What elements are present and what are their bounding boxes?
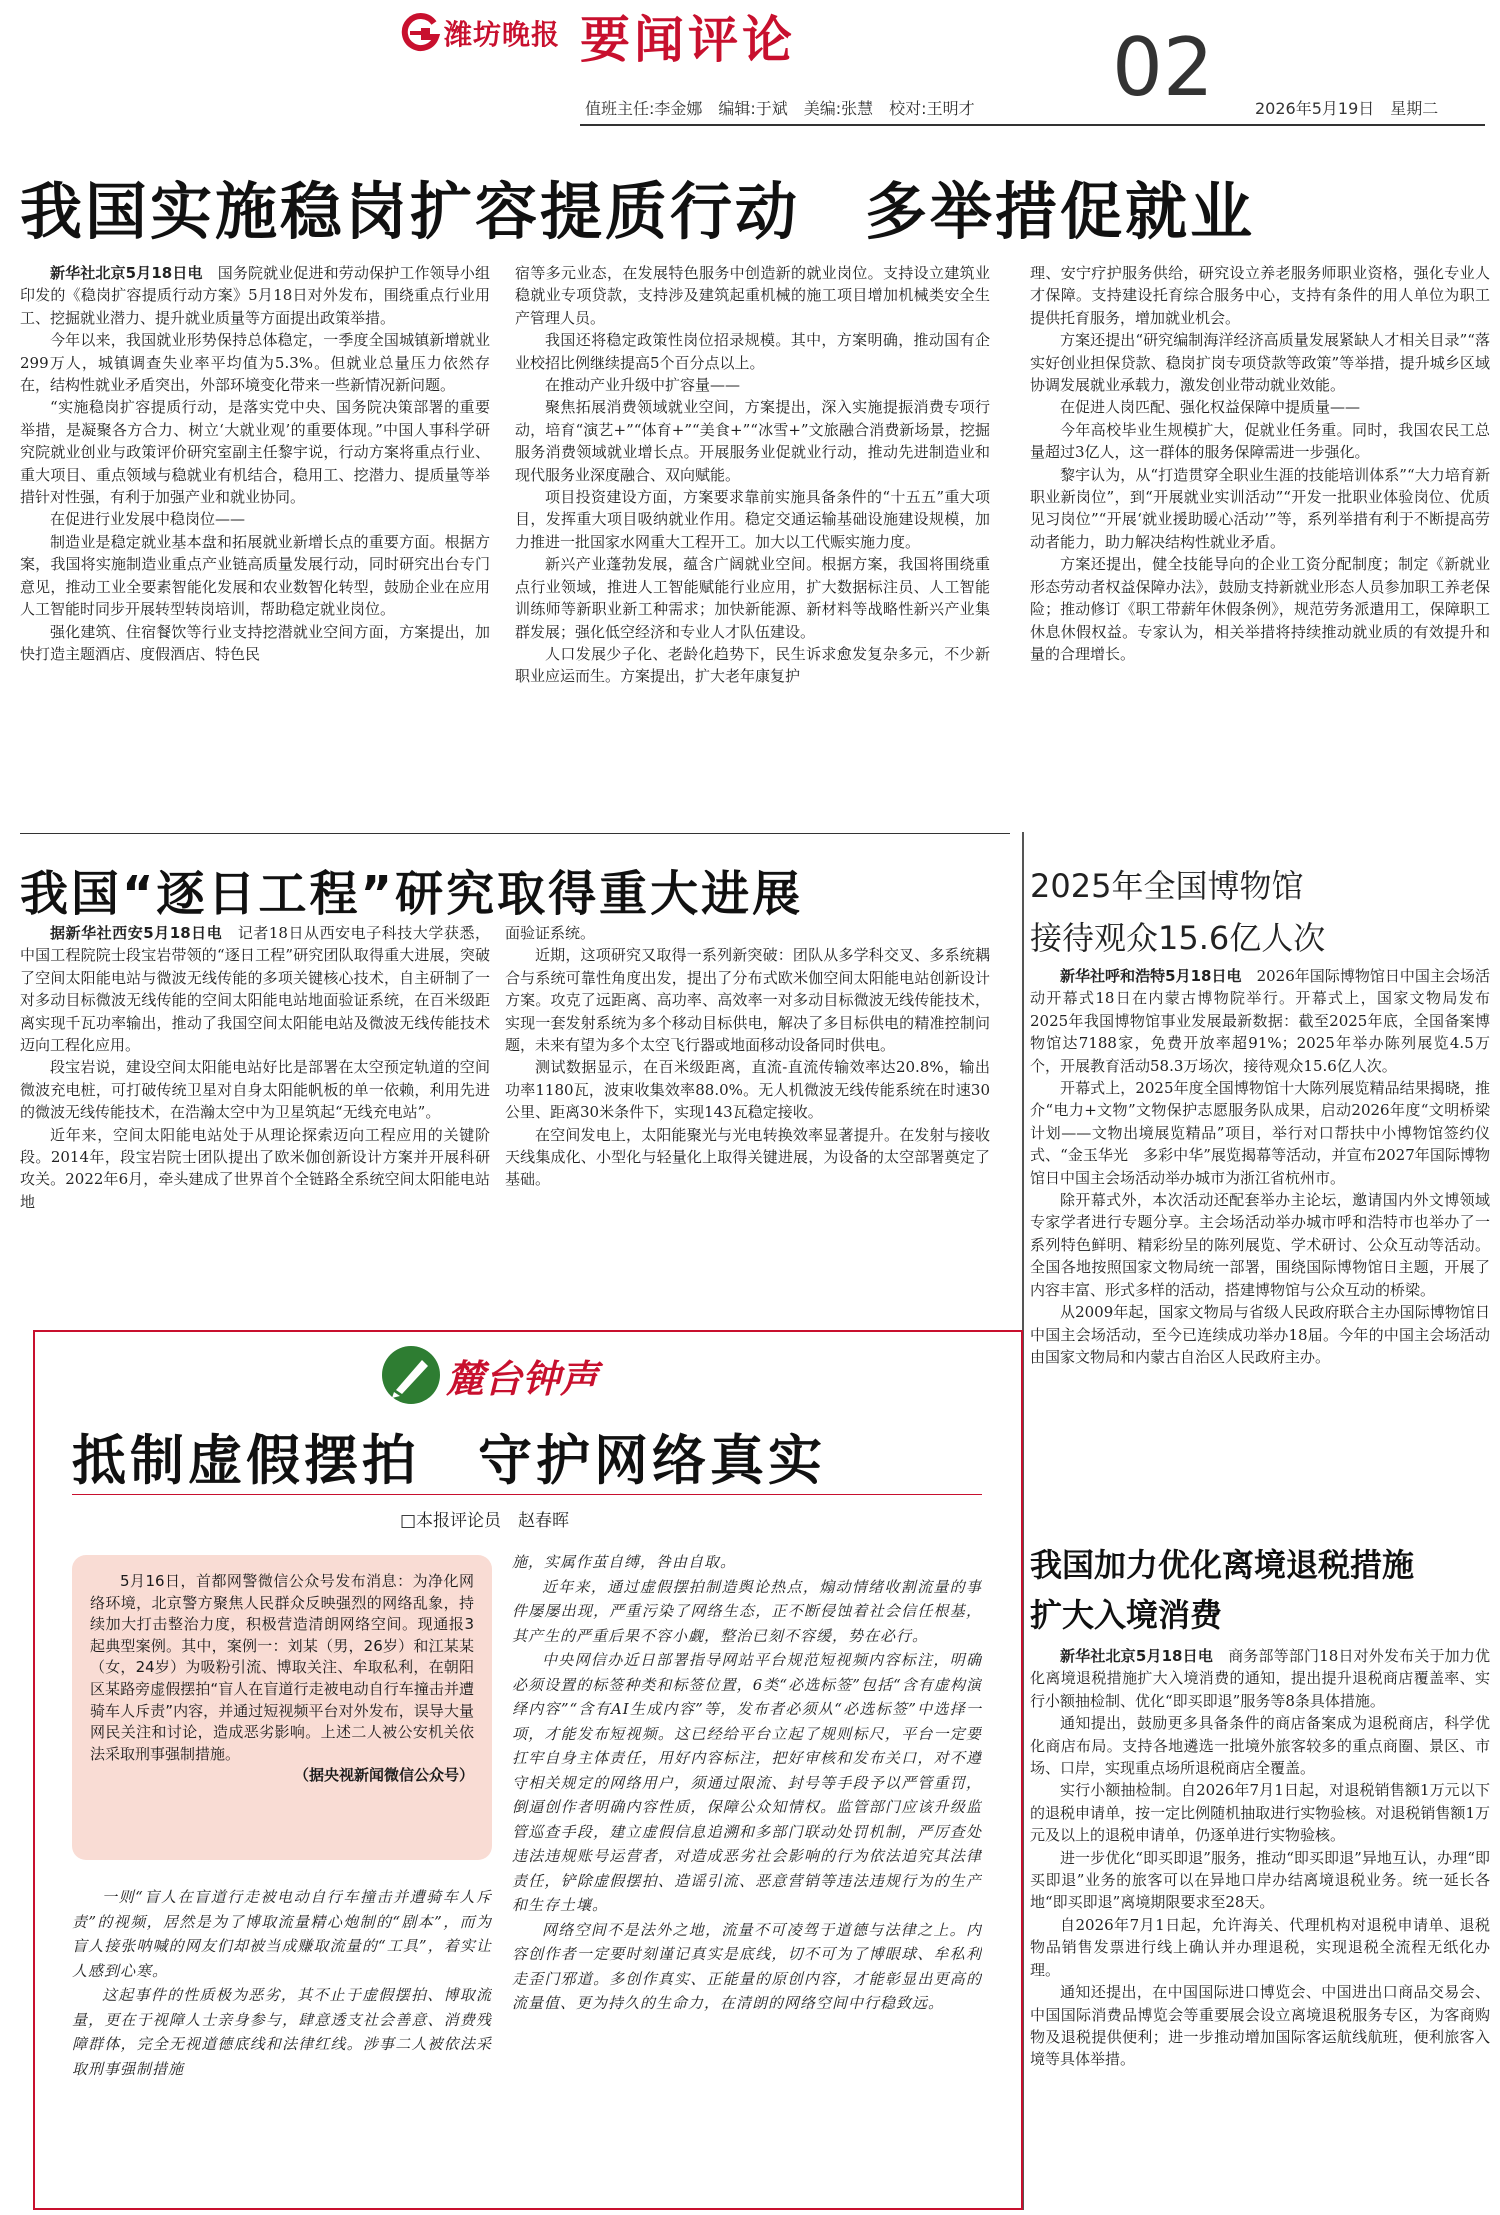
- story3-headline: 2025年全国博物馆 接待观众15.6亿人次: [1030, 867, 1326, 957]
- newspaper-emblem-icon: [400, 13, 440, 53]
- story4-body: 新华社北京5月18日电 商务部等部门18日对外发布关于加力优化离境退税措施扩大入境消费的通知，提出提升退税商店覆盖率、实行小额抽检制、优化“即买即退”服务等8条具体措施。 通知提出，鼓励更多具备条件的商店备案成为退税商店，科学优化商店布局。支持各地遴选一批境外旅客较多的重点商圈、景区、市场、口岸，实现重点场所退税商店全覆盖。 实行小额抽检制。自2026年7月1日起，对退税销售额1万元以下的退税申请单，按一定比例随机抽取进行实物验核。对退税销售额1万元及以上的退税申请单，仍逐单进行实物验核。 进一步优化“即买即退”服务，推动“即买即退”异地互认，办理“即买即退”业务的旅客可以在异地口岸办结离境退税业务。统一延长各地“即买即退”离境期限要求至28天。 自2026年7月1日起，允许海关、代理机构对退税申请单、退税物品销售发票进行线上确认并办理退税，实现退税全流程无纸化办理。 通知还提出，在中国国际进口博览会、中国进出口商品交易会、中国国际消费品博览会等重要展会设立离境退税服务专区，为客商购物及退税提供便利；进一步推动增加国际客运航线航班，便利旅客入境等具体举措。: [1030, 1647, 1490, 2069]
- excerpt-source: （据央视新闻微信公众号）: [293, 1766, 474, 1785]
- commentary-byline: □本报评论员 赵春晖: [400, 1511, 570, 1531]
- story1-column-1: 新华社北京5月18日电 国务院就业促进和劳动保护工作领导小组印发的《稳岗扩容提质行动方案》5月18日对外发布，围绕重点行业用工、挖掘就业潜力、提升就业质量等方面提出政策举措。 今年以来，我国就业形势保持总体稳定，一季度全国城镇新增就业299万人，城镇调查失业率平均值为5.3%。但就业总量压力依然存在，结构性就业矛盾突出，外部环境变化带来一些新情况新问题。 “实施稳岗扩容提质行动，是落实党中央、国务院决策部署的重要举措，是凝聚各方合力、树立‘大就业观’的重要体现。”中国人事科学研究院就业创业与政策评价研究室副主任黎宇说，行动方案将重点行业、重大项目、重点领域与稳就业有机结合，稳用工、挖潜力、提质量等举措针对性强，有利于加强产业和就业协同。 在促进行业发展中稳岗位—— 制造业是稳定就业基本盘和拓展就业新增长点的重要方面。根据方案，我国将实施制造业重点产业链高质量发展行动，同时研究出台专门意见，推动工业全要素智能化发展和农业数智化转型，鼓励企业在应用人工智能时同步开展转型转岗培训，帮助稳定就业岗位。 强化建筑、住宿餐饮等行业支持挖潜就业空间方面，方案提出，加快打造主题酒店、度假酒店、特色民: [20, 264, 490, 663]
- story2-lead: 据新华社西安5月18日电: [50, 924, 223, 942]
- story2-column-1: 据新华社西安5月18日电 记者18日从西安电子科技大学获悉，中国工程院院士段宝岩带领的“逐日工程”研究团队取得重大进展，突破了空间太阳能电站与微波无线传能的多项关键核心技术，自主研制了一对多动目标微波无线传能的空间太阳能电站地面验证系统，在百米级距离实现千瓦功率输出，推动了我国空间太阳能电站及微波无线传能技术迈向工程化应用。 段宝岩说，建设空间太阳能电站好比是部署在太空预定轨道的空间微波充电桩，可打破传统卫星对自身太阳能帆板的单一依赖，利用先进的微波无线传能技术，在浩瀚太空中为卫星筑起“无线充电站”。 近年来，空间太阳能电站处于从理论探索迈向工程应用的关键阶段。2014年，段宝岩院士团队提出了欧米伽创新设计方案并开展科研攻关。2022年6月，牵头建成了世界首个全链路全系统空间太阳能电站地: [20, 924, 490, 1211]
- page-number: 02: [1112, 21, 1214, 114]
- masthead-rule: [580, 124, 1485, 126]
- commentary-headline: 抵制虚假摆拍 守护网络真实: [72, 1429, 826, 1492]
- commentary-left-body: 一则“盲人在盲道行走被电动自行车撞击并遭骑车人斥责”的视频，居然是为了博取流量精心炮制的“剧本”，而为盲人接张呐喊的网友们却被当成赚取流量的“工具”，着实让人感到心寒。 这起事件的性质极为恶劣，其不止于虚假摆拍、博取流量，更在于视障人士亲身参与，肆意透支社会善意、消费残障群体，完全无视道德底线和法律红线。涉事二人被依法采取刑事强制措施: [72, 1888, 492, 2078]
- story3-lead: 新华社呼和浩特5月18日电: [1060, 967, 1242, 985]
- commentary-column-name: 麓台钟声: [446, 1356, 599, 1401]
- story1-headline: 我国实施稳岗扩容提质行动 多举措促就业: [20, 175, 1256, 248]
- newspaper-name: 潍坊晚报: [444, 18, 561, 51]
- news-excerpt-box: 5月16日，首都网警微信公众号发布消息：为净化网络环境，北京警方聚焦人民群众反映强烈的网络乱象，持续加大打击整治力度，积极营造清朗网络空间。现通报3起典型案例。其中，案例一：刘某（男，26岁）和江某某（女，24岁）为吸粉引流、博取关注、牟取私利，在朝阳区某路旁虚假摆拍“盲人在盲道行走被电动自行车撞击并遭骑车人斥责”内容，并通过短视频平台对外发布，误导大量网民关注和讨论，造成恶劣影响。上述二人被公安机关依法采取刑事强制措施。 （据央视新闻微信公众号）: [72, 1555, 492, 1860]
- newspaper-logo: [400, 8, 568, 58]
- story2-column-2: 面验证系统。 近期，这项研究又取得一系列新突破：团队从多学科交叉、多系统耦合与系统可靠性角度出发，提出了分布式欧米伽空间太阳能电站创新设计方案。攻克了远距离、高功率、高效率一对多动目标微波无线传能技术，实现一套发射系统为多个移动目标供电，解决了多目标供电的精准控制问题，未来有望为多个太空飞行器或地面移动设备同时供电。 测试数据显示，在百米级距离，直流-直流传输效率达20.8%，输出功率1180瓦，波束收集效率88.0%。无人机微波无线传能系统在时速30公里、距离30米条件下，实现143瓦稳定接收。 在空间发电上，太阳能聚光与光电转换效率显著提升。在发射与接收天线集成化、小型化与轻量化上取得关键进展，为设备的太空部署奠定了基础。: [505, 924, 990, 1189]
- story1-lead: 新华社北京5月18日电: [50, 264, 203, 282]
- story2-headline: 我国“逐日工程”研究取得重大进展: [20, 866, 804, 922]
- story4-headline: 我国加力优化离境退税措施 扩大入境消费: [1030, 1546, 1415, 1634]
- story1-divider: [20, 833, 1010, 834]
- story1-column-2: 宿等多元业态，在发展特色服务中创造新的就业岗位。支持设立建筑业稳就业专项贷款，支持涉及建筑起重机械的施工项目增加机械类安全生产管理人员。 我国还将稳定政策性岗位招录规模。其中，方案明确，推动国有企业校招比例继续提高5个百分点以上。 在推动产业升级中扩容量—— 聚焦拓展消费领域就业空间，方案提出，深入实施提振消费专项行动，培育“演艺+”“体育+”“美食+”“冰雪+”文旅融合消费新场景，挖掘服务消费领域就业增长点。开展服务业促就业行动，推动先进制造业和现代服务业深度融合、双向赋能。 项目投资建设方面，方案要求靠前实施具备条件的“十五五”重大项目，发挥重大项目吸纳就业作用。稳定交通运输基础设施建设规模，加力推进一批国家水网重大工程开工。加大以工代赈实施力度。 新兴产业蓬勃发展，蕴含广阔就业空间。根据方案，我国将围绕重点行业领域，推进人工智能赋能行业应用，扩大数据标注员、人工智能训练师等新职业新工种需求；加快新能源、新材料等战略性新兴产业集群发展；强化低空经济和专业人才队伍建设。 人口发展少子化、老龄化趋势下，民生诉求愈发复杂多元，不少新职业应运而生。方案提出，扩大老年康复护: [515, 264, 990, 686]
- issue-date: 2026年5月19日 星期二: [1255, 99, 1439, 118]
- section-title: 要闻评论: [580, 11, 796, 69]
- commentary-divider: [72, 1494, 982, 1495]
- commentary-right-body: 施，实属作茧自缚，咎由自取。 近年来，通过虚假摆拍制造舆论热点，煽动情绪收割流量的事件屡屡出现，严重污染了网络生态，正不断侵蚀着社会信任根基，其产生的严重后果不容小觑，整治已刻不容缓，势在必行。 中央网信办近日部署指导网站平台规范短视频内容标注，明确必须设置的标签种类和标签位置，6类“必选标签”包括“含有虚构演绎内容”“含有AI生成内容”等，发布者必须从“必选标签”中选择一项，才能发布短视频。这已经给平台立起了规则标尺，平台一定要扛牢自身主体责任，用好内容标注，把好审核和发布关口，对不遵守相关规定的网络用户，须通过限流、封号等手段予以严管重罚，倒逼创作者明确内容性质，保障公众知情权。监管部门应该升级监管巡查手段，建立虚假信息追溯和多部门联动处罚机制，严厉查处违法违规账号运营者，对造成恶劣社会影响的行为依法追究其法律责任，铲除虚假摆拍、造谣引流、恶意营销等违法违规行为的生产和生存土壤。 网络空间不是法外之地，流量不可凌驾于道德与法律之上。内容创作者一定要时刻谨记真实是底线，切不可为了博眼球、牟私利走歪门邪道。多创作真实、正能量的原创内容，才能彰显出更高的流量值、更为持久的生命力，在清朗的网络空间中行稳致远。: [512, 1553, 982, 2012]
- story3-body: 新华社呼和浩特5月18日电 2026年国际博物馆日中国主会场活动开幕式18日在内蒙古博物院举行。开幕式上，国家文物局发布2025年我国博物馆事业发展最新数据：截至2025年底，全国备案博物馆达7188家，免费开放率超91%；2025年举办陈列展览4.5万个，开展教育活动58.3万场次，接待观众15.6亿人次。 开幕式上，2025年度全国博物馆十大陈列展览精品结果揭晓，推介“电力+文物”文物保护志愿服务队成果，启动2026年度“文明桥梁计划——文物出境展览精品”项目，举行对口帮扶中小博物馆签约仪式、“金玉华光 多彩中华”展览揭幕等活动，并宣布2027年国际博物馆日中国主会场活动举办城市为浙江省杭州市。 除开幕式外，本次活动还配套举办主论坛，邀请国内外文博领域专家学者进行专题分享。主会场活动举办城市呼和浩特市也举办了一系列特色鲜明、精彩纷呈的陈列展览、学术研讨、公众互动等活动。全国各地按照国家文物局统一部署，围绕国际博物馆日主题，开展了内容丰富、形式多样的活动，搭建博物馆与公众互动的桥梁。 从2009年起，国家文物局与省级人民政府联合主办国际博物馆日中国主会场活动，至今已连续成功举办18届。今年的中国主会场活动由国家文物局和内蒙古自治区人民政府主办。: [1030, 967, 1490, 1366]
- editorial-staff-line: 值班主任:李金娜 编辑:于斌 美编:张慧 校对:王明才: [585, 99, 975, 118]
- story4-lead: 新华社北京5月18日电: [1060, 1647, 1214, 1665]
- story1-column-3: 理、安宁疗护服务供给，研究设立养老服务师职业资格，强化专业人才保障。支持建设托育综合服务中心，支持有条件的用人单位为职工提供托育服务，增加就业机会。 方案还提出“研究编制海洋经济高质量发展紧缺人才相关目录”“落实好创业担保贷款、稳岗扩岗专项贷款等政策”等举措，提升城乡区域协调发展就业承载力，激发创业带动就业效能。 在促进人岗匹配、强化权益保障中提质量—— 今年高校毕业生规模扩大，促就业任务重。同时，我国农民工总量超过3亿人，这一群体的服务保障需进一步强化。 黎宇认为，从“打造贯穿全职业生涯的技能培训体系”“大力培育新职业新岗位”，到“开展就业实训活动”“开发一批职业体验岗位、优质见习岗位”“开展‘就业援助暖心活动’”等，系列举措有利于不断提高劳动者能力，助力解决结构性就业矛盾。 方案还提出，健全技能导向的企业工资分配制度；制定《新就业形态劳动者权益保障办法》，鼓励支持新就业形态人员参加职工养老保险；推动修订《职工带薪年休假条例》，规范劳务派遣用工，保障职工休息休假权益。专家认为，相关举措将持续推动就业质的有效提升和量的合理增长。: [1030, 264, 1490, 663]
- commentary-column-tag: [382, 1345, 642, 1405]
- brush-pen-icon: [382, 1346, 440, 1404]
